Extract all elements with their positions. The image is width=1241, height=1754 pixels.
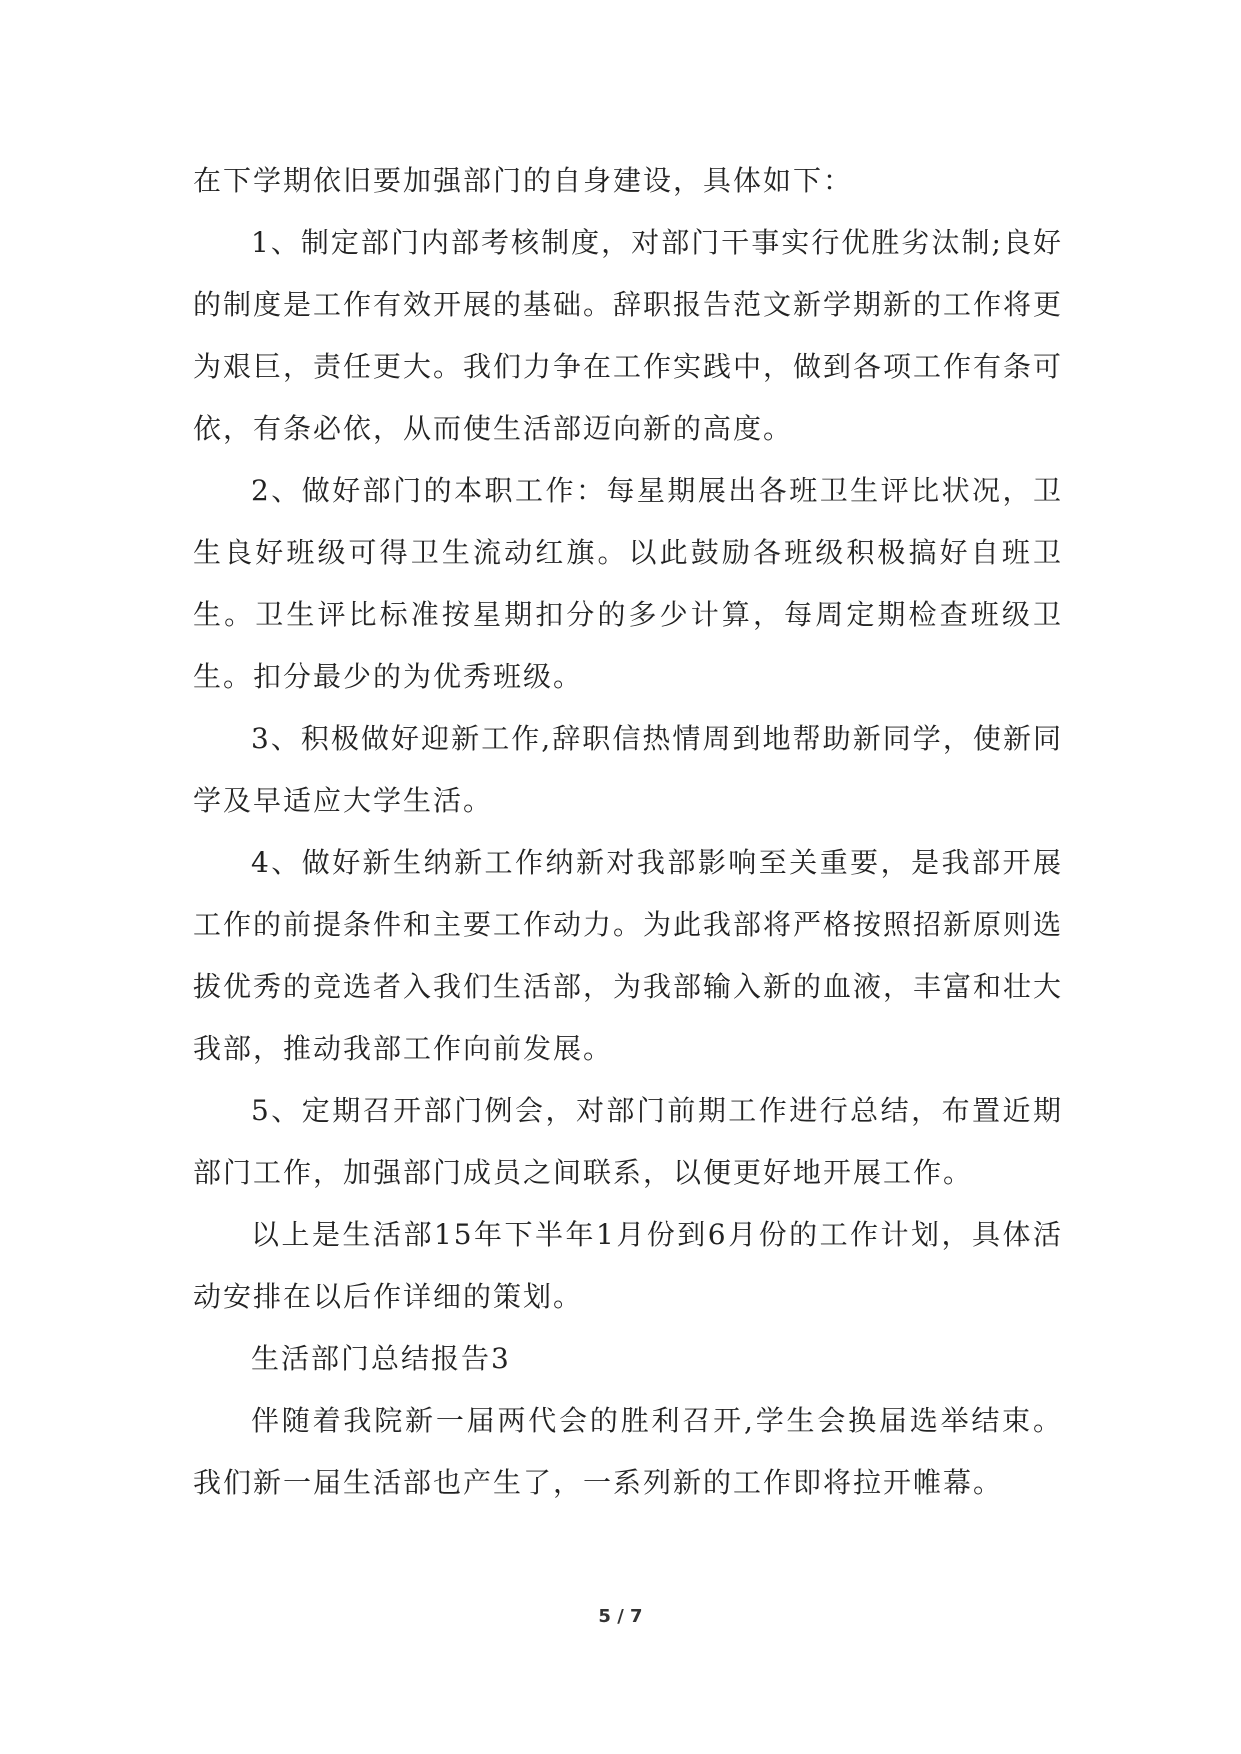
summary-paragraph: 以上是生活部15年下半年1月份到6月份的工作计划，具体活动安排在以后作详细的策划。 (193, 1218, 1063, 1313)
item-3-paragraph: 3、积极做好迎新工作,辞职信热情周到地帮助新同学，使新同学及早适应大学生活。 (193, 722, 1063, 817)
document-body (193, 150, 1063, 1514)
item-5-paragraph: 5、定期召开部门例会，对部门前期工作进行总结，布置近期部门工作，加强部门成员之间联系，以便更好地开展工作。 (193, 1094, 1063, 1189)
item-2-paragraph: 2、做好部门的本职工作：每星期展出各班卫生评比状况，卫生良好班级可得卫生流动红旗。以此鼓励各班级积极搞好自班卫生。卫生评比标准按星期扣分的多少计算，每周定期检查班级卫生。扣分最少的为优秀班级。 (193, 474, 1063, 693)
section-heading: 生活部门总结报告3 (251, 1342, 511, 1375)
page-number: 5 / 7 (598, 1606, 643, 1627)
item-1-paragraph: 1、制定部门内部考核制度，对部门干事实行优胜劣汰制;良好的制度是工作有效开展的基础。辞职报告范文新学期新的工作将更为艰巨，责任更大。我们力争在工作实践中，做到各项工作有条可依，有条必依，从而使生活部迈向新的高度。 (193, 226, 1064, 445)
intro-paragraph: 在下学期依旧要加强部门的自身建设，具体如下： (193, 164, 854, 197)
item-4-paragraph: 4、做好新生纳新工作纳新对我部影响至关重要，是我部开展工作的前提条件和主要工作动力。为此我部将严格按照招新原则选拔优秀的竞选者入我们生活部，为我部输入新的血液，丰富和壮大我部，推动我部工作向前发展。 (193, 846, 1064, 1065)
closing-paragraph: 伴随着我院新一届两代会的胜利召开,学生会换届选举结束。我们新一届生活部也产生了，一系列新的工作即将拉开帷幕。 (193, 1404, 1063, 1499)
